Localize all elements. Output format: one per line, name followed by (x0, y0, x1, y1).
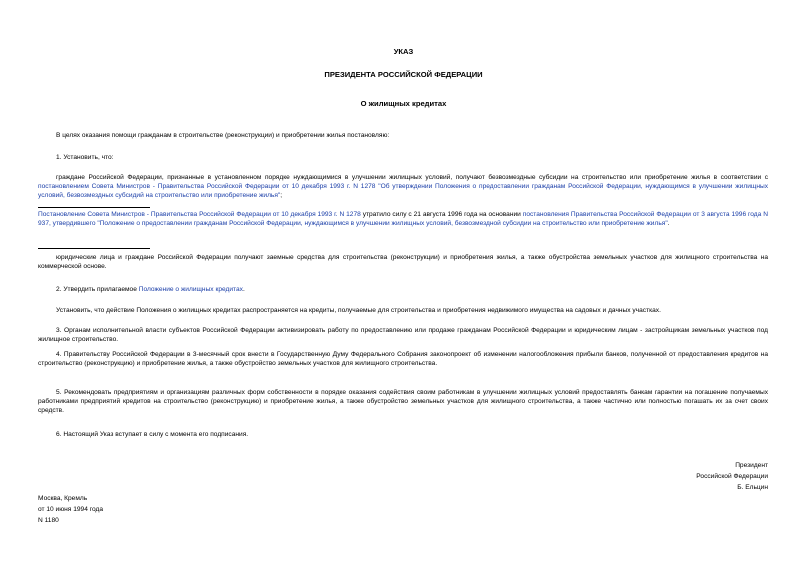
item-2-text: 2. Утвердить прилагаемое (56, 286, 139, 293)
item-1-a (38, 173, 768, 201)
item-1-a-text: граждане Российской Федерации, признанные в установленном порядке нуждающимися в улучшении жилищных условий, получают безвозмездные субсидии на строительство или приобретение жилья в соответствии с (56, 174, 768, 181)
decree-937-link[interactable]: постановления Правительства Российской Федерации от 3 августа 1996 года N 937, утвердившего "Положение о предоставлении гражданам Российской Федерации, нуждающимся в улучшении жилищных условий, безвозмездной субсидии на строительство или приобретение жилья" (38, 211, 768, 228)
item-4: 4. Правительству Российской Федерации в 3-месячный срок внести в Государственную Думу Федерального Собрания законопроект об изменении налогообложения прибыли банков, полученной от предоставления кредитов на строительство (реконструкцию) и приобретение жилья, а также обустройство земельных участков для жилищного строительства. (38, 351, 768, 368)
footnote (38, 210, 768, 228)
place-city: Москва, Кремль (38, 495, 88, 502)
item-3: 3. Органам исполнительной власти субъектов Российской Федерации активизировать работу по предоставлению или продаже гражданам Российской Федерации и юридическим лицам - застройщикам земельных участков под жилищное строительство. (38, 327, 768, 344)
signature-country: Российской Федерации (696, 473, 768, 480)
footnote-mid: утратило силу с 21 августа 1996 года на основании (360, 211, 523, 218)
footnote-divider-top (38, 207, 150, 208)
item-1: 1. Установить, что: (56, 154, 114, 161)
footnote-end: . (667, 220, 670, 228)
item-1-b: юридические лица и граждане Российской Федерации получают заемные средства для строительства (реконструкции) и приобретения жилья, а также обустройства земельных участков для жилищного строительства на коммерческой основе. (38, 254, 768, 271)
item-5: 5. Рекомендовать предприятиям и организациям различных форм собственности в порядке оказания содействия своим работникам в улучшении жилищных условий предоставлять банкам гарантии на погашение получаемых работниками предприятий кредитов на строительство (реконструкцию) и приобретение жилья, а также обустройство земельных участков для жилищного строительства, а также частично или полностью погашать их за счет своих средств. (38, 389, 768, 415)
document-title: УКАЗ (393, 47, 414, 56)
intro-paragraph: В целях оказания помощи гражданам в строительстве (реконструкции) и приобретении жилья постановляю: (56, 132, 390, 139)
signature-name: Б. Ельцин (737, 484, 768, 491)
footnote-divider-bottom (38, 248, 150, 249)
regulation-link[interactable]: Положение о жилищных кредитах (138, 286, 243, 293)
item-1-a-end: ; (280, 192, 283, 200)
item-2 (38, 285, 768, 294)
item-6: 6. Настоящий Указ вступает в силу с момента его подписания. (56, 431, 249, 438)
item-2-end: . (242, 286, 245, 293)
document-subtitle: ПРЕЗИДЕНТА РОССИЙСКОЙ ФЕДЕРАЦИИ (324, 70, 483, 79)
item-2-note: Установить, что действие Положения о жилищных кредитах распространяется на кредиты, получаемые для строительства и приобретения недвижимого имущества на садовых и дачных участках. (56, 307, 661, 314)
decree-1278-link[interactable]: постановлением Совета Министров - Правительства Российской Федерации от 10 декабря 1993 г. N 1278 "Об утверждении Положения о предоставлении гражданам Российской Федерации, нуждающимся в улучшении жилищных условий, безвозмездных субсидий на строительство или приобретение жилья" (38, 183, 768, 200)
signature-title: Президент (735, 462, 768, 469)
document-heading: О жилищных кредитах (360, 99, 447, 108)
decree-1278-note-link[interactable]: Постановление Совета Министров - Правительства Российской Федерации от 10 декабря 1993 г. N 1278 (38, 211, 361, 218)
place-date: от 10 июня 1994 года (38, 506, 104, 513)
place-number: N 1180 (38, 517, 59, 524)
